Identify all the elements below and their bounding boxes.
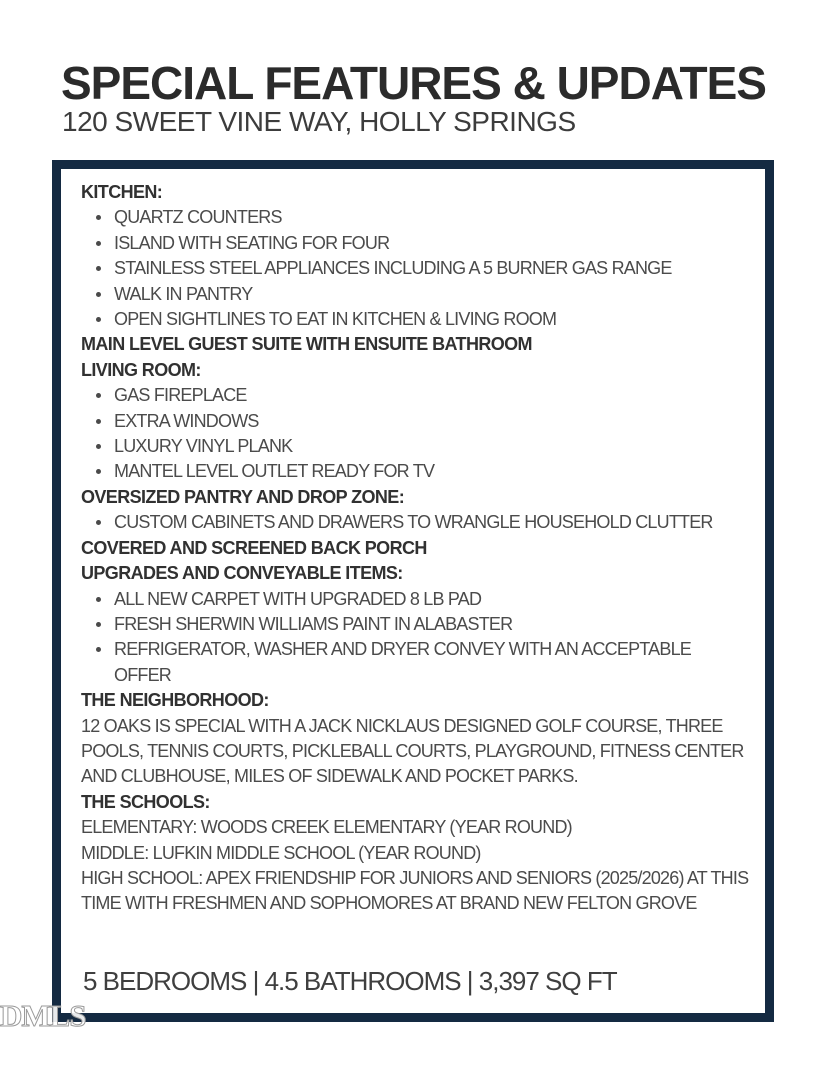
bullet-text: CUSTOM CABINETS AND DRAWERS TO WRANGLE HOUSEHOLD CLUTTER (114, 512, 713, 533)
section-paragraph: HIGH SCHOOL: APEX FRIENDSHIP FOR JUNIORS AND SENIORS (2025/2026) AT THIS TIME WITH FRESHMEN AND SOPHOMORES AT BRAND NEW FELTON GROVE (81, 867, 749, 914)
section-heading: UPGRADES AND CONVEYABLE ITEMS: (81, 563, 403, 584)
bullet-icon (96, 419, 101, 424)
bullet-text: LUXURY VINYL PLANK (114, 436, 293, 457)
bullet-item (81, 459, 765, 484)
page-title: SPECIAL FEATURES & UPDATES (61, 57, 766, 109)
bullet-item (81, 282, 765, 307)
bullet-item (81, 637, 765, 688)
bullet-text: MANTEL LEVEL OUTLET READY FOR TV (114, 461, 435, 482)
features-panel (52, 160, 774, 1022)
bullet-icon (96, 444, 101, 449)
bullet-text: FRESH SHERWIN WILLIAMS PAINT IN ALABASTER (114, 613, 513, 634)
bullet-icon (96, 317, 101, 322)
bullet-text: OPEN SIGHTLINES TO EAT IN KITCHEN & LIVING ROOM (114, 309, 557, 330)
bullet-item (81, 307, 765, 332)
bullet-item (81, 231, 765, 256)
bullet-icon (96, 597, 101, 602)
section-heading: THE NEIGHBORHOOD: (81, 690, 269, 711)
section-heading: KITCHEN: (81, 182, 163, 202)
section-paragraph: MIDDLE: LUFKIN MIDDLE SCHOOL (YEAR ROUND) (81, 842, 481, 863)
bullet-icon (96, 393, 101, 398)
features-list (61, 169, 765, 917)
bullet-text: WALK IN PANTRY (114, 283, 253, 304)
bullet-icon (96, 469, 101, 474)
bullet-icon (96, 266, 101, 271)
bullet-text: GAS FIREPLACE (114, 385, 247, 406)
bullet-item (81, 434, 765, 459)
bullet-text: REFRIGERATOR, WASHER AND DRYER CONVEY WITH AN ACCEPTABLE OFFER (114, 639, 691, 685)
bullet-item (81, 205, 765, 230)
bullet-item (81, 587, 765, 612)
section-heading: MAIN LEVEL GUEST SUITE WITH ENSUITE BATHROOM (81, 334, 532, 355)
bullet-item (81, 383, 765, 408)
section-heading: LIVING ROOM: (81, 359, 201, 380)
bullet-item (81, 510, 765, 535)
bullet-icon (96, 647, 101, 652)
bullet-icon (96, 215, 101, 220)
bullet-text: ALL NEW CARPET WITH UPGRADED 8 LB PAD (114, 588, 482, 609)
bullet-icon (96, 292, 101, 297)
bullet-text: STAINLESS STEEL APPLIANCES INCLUDING A 5 BURNER GAS RANGE (114, 258, 672, 279)
bullet-icon (96, 241, 101, 246)
section-heading: THE SCHOOLS: (81, 791, 210, 812)
bullet-text: ISLAND WITH SEATING FOR FOUR (114, 232, 390, 253)
bullet-text: EXTRA WINDOWS (114, 410, 259, 431)
bullet-text: QUARTZ COUNTERS (114, 207, 282, 228)
mls-watermark: DMLS (0, 998, 86, 1033)
section-heading: OVERSIZED PANTRY AND DROP ZONE: (81, 486, 405, 507)
bullet-item (81, 612, 765, 637)
section-paragraph: 12 OAKS IS SPECIAL WITH A JACK NICKLAUS DESIGNED GOLF COURSE, THREE POOLS, TENNIS COURTS, PICKLEBALL COURTS, PLAYGROUND, FITNESS CENTER AND CLUBHOUSE, MILES OF SIDEWALK AND POCKET PARKS. (81, 715, 744, 787)
bullet-icon (96, 622, 101, 627)
section-heading: COVERED AND SCREENED BACK PORCH (81, 537, 427, 558)
bullet-item (81, 409, 765, 434)
property-summary: 5 BEDROOMS | 4.5 BATHROOMS | 3,397 SQ FT (83, 966, 617, 996)
section-paragraph: ELEMENTARY: WOODS CREEK ELEMENTARY (YEAR ROUND) (81, 817, 572, 838)
bullet-icon (96, 520, 101, 525)
bullet-item (81, 256, 765, 281)
property-address: 120 SWEET VINE WAY, HOLLY SPRINGS (62, 106, 576, 137)
